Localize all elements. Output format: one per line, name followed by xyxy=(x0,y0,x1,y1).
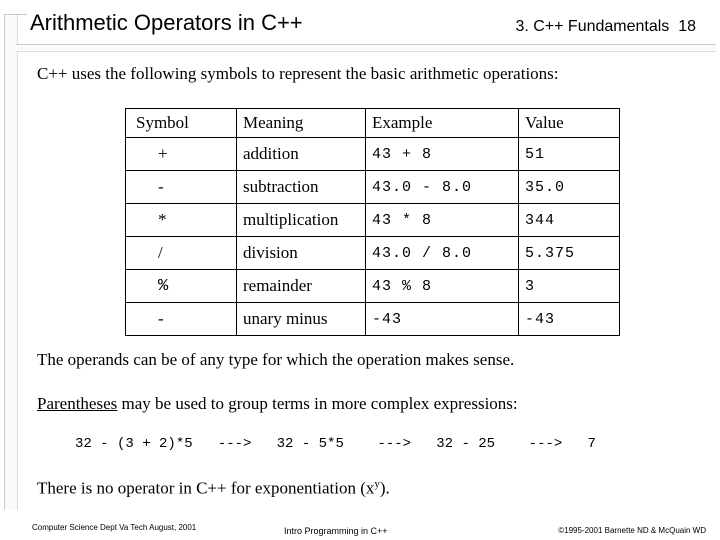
meaning-cell: multiplication xyxy=(237,204,366,237)
value-cell: 5.375 xyxy=(519,237,620,270)
parentheses-term: Parentheses xyxy=(37,394,118,413)
section-label: 3. C++ Fundamentals xyxy=(515,18,670,35)
operators-table xyxy=(125,108,620,336)
intro-text: C++ uses the following symbols to represent the basic arithmetic operations: xyxy=(37,64,559,83)
parentheses-rest: may be used to group terms in more complex expressions: xyxy=(117,394,518,413)
meaning-cell: unary minus xyxy=(237,303,366,336)
example-cell: 43 % 8 xyxy=(366,270,519,303)
value-cell: 51 xyxy=(519,138,620,171)
exponentiation-tail: ). xyxy=(379,478,390,498)
example-cell: 43.0 - 8.0 xyxy=(366,171,519,204)
example-cell: 43 + 8 xyxy=(366,138,519,171)
value-cell: 3 xyxy=(519,270,620,303)
example-cell: 43 * 8 xyxy=(366,204,519,237)
table-header-row xyxy=(126,109,620,138)
symbol-cell: * xyxy=(126,204,237,237)
value-cell: 344 xyxy=(519,204,620,237)
meaning-cell: addition xyxy=(237,138,366,171)
page-number: 18 xyxy=(678,18,696,35)
operands-note: The operands can be of any type for which the operation makes sense. xyxy=(37,350,515,369)
symbol-cell: / xyxy=(126,237,237,270)
table-row xyxy=(126,138,620,171)
symbol-cell: + xyxy=(126,138,237,171)
footer-middle: Intro Programming in C++ xyxy=(284,526,388,536)
table-row xyxy=(126,171,620,204)
symbol-cell: % xyxy=(126,270,237,303)
example-cell: 43.0 / 8.0 xyxy=(366,237,519,270)
table-row xyxy=(126,303,620,336)
exponentiation-text: There is no operator in C++ for exponentiation (x xyxy=(37,478,375,498)
slide-frame-corner xyxy=(4,14,27,37)
symbol-cell: - xyxy=(126,303,237,336)
section-header xyxy=(515,18,696,36)
meaning-cell: remainder xyxy=(237,270,366,303)
footer-right: ©1995-2001 Barnette ND & McQuain WD xyxy=(558,526,706,535)
meaning-cell: division xyxy=(237,237,366,270)
table-row xyxy=(126,237,620,270)
parentheses-note xyxy=(37,394,518,414)
example-cell: -43 xyxy=(366,303,519,336)
header-symbol: Symbol xyxy=(126,109,237,138)
table-row xyxy=(126,204,620,237)
page-title: Arithmetic Operators in C++ xyxy=(30,10,303,35)
header-meaning: Meaning xyxy=(237,109,366,138)
slide-frame-left xyxy=(4,14,18,510)
value-cell: -43 xyxy=(519,303,620,336)
header-example: Example xyxy=(366,109,519,138)
exponent-superscript: y xyxy=(374,478,380,490)
footer-left: Computer Science Dept Va Tech August, 2001 xyxy=(32,523,197,532)
table-row xyxy=(126,270,620,303)
symbol-cell: - xyxy=(126,171,237,204)
example-expression: 32 - (3 + 2)*5 ---> 32 - 5*5 ---> 32 - 25 ---> 7 xyxy=(75,436,596,452)
meaning-cell: subtraction xyxy=(237,171,366,204)
exponentiation-note xyxy=(37,478,390,499)
value-cell: 35.0 xyxy=(519,171,620,204)
slide-frame-top xyxy=(16,44,716,52)
header-value: Value xyxy=(519,109,620,138)
